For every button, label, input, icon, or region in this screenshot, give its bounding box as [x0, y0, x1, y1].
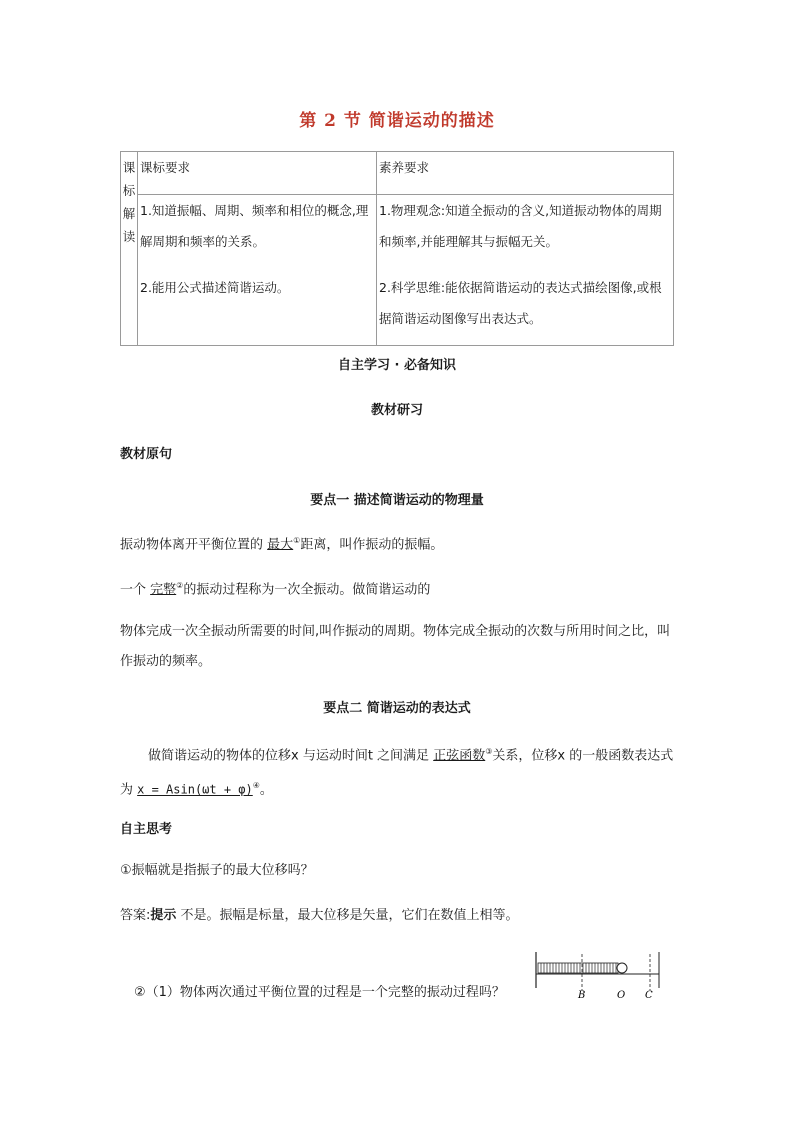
sub-title: 教材研习 — [370, 403, 423, 418]
section-title: 自主学习 · 必备知识 — [338, 358, 456, 373]
side-char: 标 — [122, 183, 136, 198]
label-b: B — [578, 990, 586, 1001]
side-char: 解 — [122, 206, 136, 221]
blank-answer: 正弦函数 — [433, 748, 486, 764]
blank-answer: 完整 — [150, 582, 177, 598]
paragraph-expression: 做简谐运动的物体的位移x 与运动时间t 之间满足 正弦函数③关系，位移x 的一般函数表达式为 x = Asin(ωt + φ)④。 — [120, 747, 674, 798]
col1-header: 课标要求 — [138, 152, 377, 195]
spring-oscillator-figure — [530, 950, 664, 1002]
page-title: 第 2 节 简谐运动的描述 — [299, 111, 495, 131]
formula: x = Asin(ωt + φ) — [137, 782, 253, 797]
question-1: ①振幅就是指振子的最大位移吗？ — [120, 863, 314, 878]
col1-item: 2.能用公式描述简谐运动。 — [140, 280, 290, 295]
point1-title: 要点一 描述简谐运动的物理量 — [310, 493, 484, 508]
label-o: O — [617, 990, 626, 1001]
col2-item: 2.科学思维:能依据简谐运动的表达式描绘图像,或根据简谐运动图像写出表达式。 — [379, 280, 662, 326]
col1-item: 1.知道振幅、周期、频率和相位的概念,理解周期和频率的关系。 — [140, 203, 369, 249]
hint-label: 提示 — [150, 908, 177, 923]
answer-1: 答案:提示 不是。振幅是标量，最大位移是矢量，它们在数值上相等。 — [120, 908, 519, 923]
label-yuanju: 教材原句 — [120, 447, 173, 462]
label-c: C — [645, 990, 653, 1001]
paragraph-period: 物体完成一次全振动所需要的时间,叫作振动的周期。物体完成全振动的次数与所用时间之比，叫作振动的频率。 — [120, 624, 671, 669]
question-2: ②（1）物体两次通过平衡位置的过程是一个完整的振动过程吗？ — [134, 985, 505, 1000]
point2-title: 要点二 简谐运动的表达式 — [323, 701, 471, 716]
blank-answer: 最大 — [267, 537, 294, 553]
ball — [617, 963, 627, 973]
spring-coils — [541, 963, 616, 973]
label-sikao: 自主思考 — [120, 822, 173, 837]
requirements-table — [120, 151, 674, 346]
paragraph-amplitude: 振动物体离开平衡位置的 最大①距离，叫作振动的振幅。 — [120, 536, 444, 553]
side-char: 课 — [122, 160, 136, 175]
side-char: 读 — [122, 229, 136, 244]
col2-item: 1.物理观念:知道全振动的含义,知道振动物体的周期和频率,并能理解其与振幅无关。 — [379, 203, 662, 249]
col2-header: 素养要求 — [377, 152, 674, 195]
side-label — [121, 152, 138, 346]
paragraph-full-vibration: 一个 完整②的振动过程称为一次全振动。做简谐运动的 — [120, 581, 431, 598]
